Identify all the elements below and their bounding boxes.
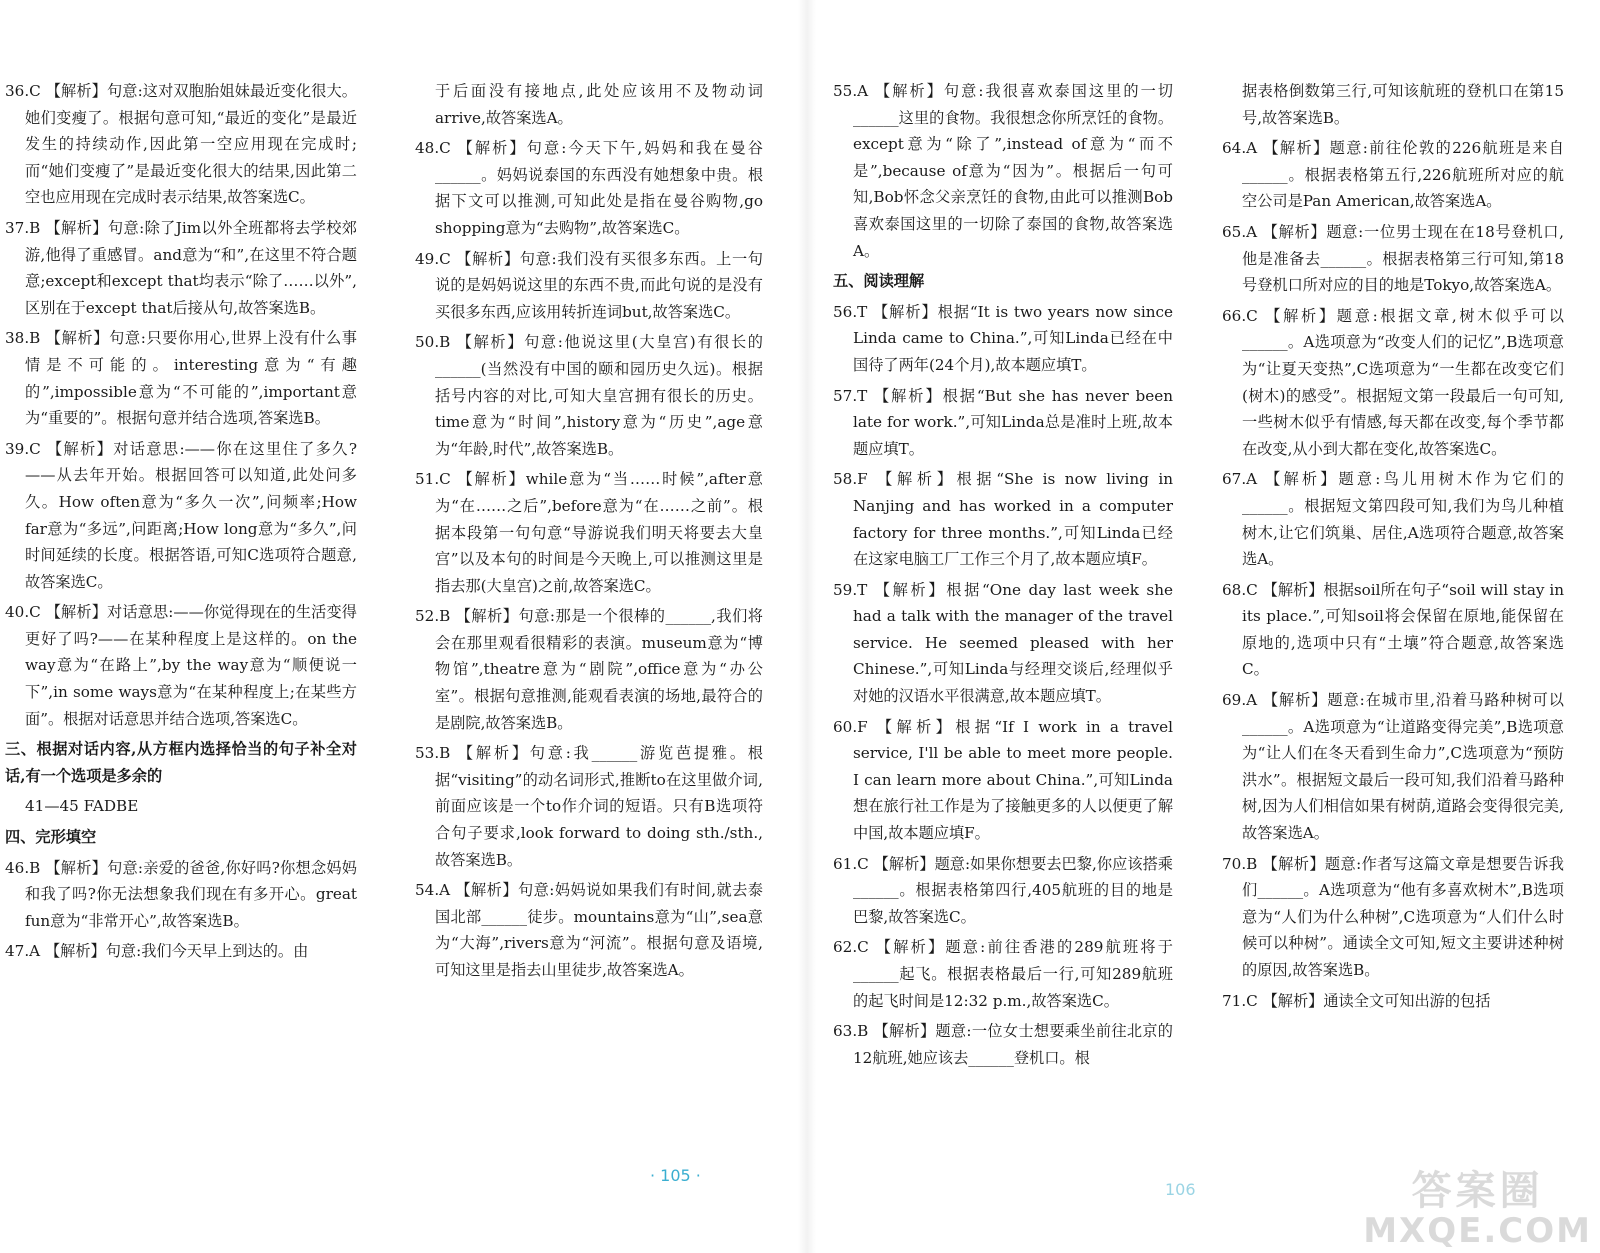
answer-item: 54.A 【解析】句意:妈妈说如果我们有时间,就去泰国北部______徒步。mountains意为“山”,sea意为“大海”,rivers意为“河流”。根据句意及语境,可知这里是指去山里徒步,故答案选A。 <box>415 881 763 979</box>
answer-item: 57.T 【解析】根据“But she has never been late for work.”,可知Linda总是准时上班,故本题应填T。 <box>833 386 1173 458</box>
answer-item: 52.B 【解析】句意:那是一个很棒的______,我们将会在那里观看很精彩的表演。museum意为“博物馆”,theatre意为“剧院”,office意为“办公室”。根据句意推测,能观看表演的场地,最符合的是剧院,故答案选B。 <box>415 607 763 732</box>
column-4 <box>1222 78 1564 1018</box>
answer-item: 58.F 【解析】根据“She is now living in Nanjing and has worked in a computer factory for three months.”,可知Linda已经在这家电脑工厂工作三个月了,故本题应填F。 <box>833 470 1173 569</box>
answer-continuation: 于后面没有接地点,此处应该用不及物动词arrive,故答案选A。 <box>435 82 763 127</box>
col3a-items <box>833 78 1173 264</box>
answer-item: 53.B 【解析】句意:我______游览芭提雅。根据“visiting”的动名词形式,推断to在这里做介词,前面应该是一个to作介词的短语。只有B选项符合句子要求,look forward to doing sth./sth.,故答案选B。 <box>415 744 763 869</box>
section-4-heading: 四、完形填空 <box>5 828 97 847</box>
answer-item: 48.C 【解析】句意:今天下午,妈妈和我在曼谷______。妈妈说泰国的东西没有她想象中贵。根据下文可以推测,可知此处是指在曼谷购物,go shopping意为“去购物”,故答案选C。 <box>415 139 763 237</box>
answer-item: 50.B 【解析】句意:他说这里(大皇宫)有很长的______(当然没有中国的颐和园历史久远)。根据括号内容的对比,可知大皇宫拥有很长的历史。time意为“时间”,history意为“历史”,age意为“年龄,时代”,故答案选B。 <box>415 333 763 458</box>
answer-item: 64.A 【解析】题意:前往伦敦的226航班是来自______。根据表格第五行,226航班所对应的航空公司是Pan American,故答案选A。 <box>1222 139 1564 211</box>
answer-item: 46.B 【解析】句意:亲爱的爸爸,你好吗?你想念妈妈和我了吗?你无法想象我们现在有多开心。great fun意为“非常开心”,故答案选B。 <box>5 858 357 930</box>
answer-item: 65.A 【解析】题意:一位男士现在在18号登机口,他是准备去______。根据表格第三行可知,第18号登机口所对应的目的地是Tokyo,故答案选A。 <box>1222 222 1564 295</box>
watermark-line2: MXQE.COM <box>1363 1211 1592 1251</box>
answer-item: 59.T 【解析】根据“One day last week she had a talk with the manager of the travel service. He seemed pleased with her Chinese.”,可知Linda与经理交谈后,经理似乎对她的汉语水平很满意,故本题应填T。 <box>833 580 1173 706</box>
answer-item: 51.C 【解析】while意为“当……时候”,after意为“在……之后”,before意为“在……之前”。根据本段第一句句意“导游说我们明天将要去大皇宫”以及本句的时间是今天晚上,可以推测这里是指去那(大皇宫)之前,故答案选C。 <box>415 470 763 595</box>
col1-items <box>5 78 357 732</box>
col3b-items <box>833 299 1173 1072</box>
answer-item: 37.B 【解析】句意:除了Jim以外全班都将去学校郊游,他得了重感冒。and意为“和”,在这里不符合题意;except和except that均表示“除了……以外”,区别在于except that后接从句,故答案选B。 <box>5 218 357 317</box>
answer-item: 69.A 【解析】题意:在城市里,沿着马路种树可以______。A选项意为“让道路变得完美”,B选项意为“让人们在冬天看到生命力”,C选项意为“预防洪水”。根据短文最后一段可知,我们沿着马路种树,因为人们相信如果有树荫,道路会变得很完美,故答案选A。 <box>1222 691 1564 843</box>
page-gutter <box>798 0 816 1253</box>
answer-item: 62.C 【解析】题意:前往香港的289航班将于______起飞。根据表格最后一行,可知289航班的起飞时间是12:32 p.m.,故答案选C。 <box>833 938 1173 1010</box>
answer-item: 39.C 【解析】对话意思:——你在这里住了多久?——从去年开始。根据回答可以知道,此处问多久。How often意为“多久一次”,问频率;How far意为“多远”,问距离;How long意为“多久”,问时间延续的长度。根据答语,可知C选项符合题意,故答案选C。 <box>5 439 357 591</box>
answer-item: 36.C 【解析】句意:这对双胞胎姐妹最近变化很大。她们变瘦了。根据句意可知,“最近的变化”是最近发生的持续动作,因此第一空应用现在完成时;而“她们变瘦了”是最近变化很大的结果,因此第二空也应用现在完成时表示结果,故答案选C。 <box>5 82 357 207</box>
column-1 <box>5 78 357 969</box>
answer-item: 61.C 【解析】题意:如果你想要去巴黎,你应该搭乘______。根据表格第四行,405航班的目的地是巴黎,故答案选C。 <box>833 854 1173 926</box>
answer-item: 63.B 【解析】题意:一位女士想要乘坐前往北京的12航班,她应该去______登机口。根 <box>833 1022 1173 1067</box>
page-number-left: · 105 · <box>650 1166 701 1185</box>
col1b-items <box>5 855 357 965</box>
answer-item: 49.C 【解析】句意:我们没有买很多东西。上一句说的是妈妈说这里的东西不贵,而此句说的是没有买很多东西,应该用转折连词but,故答案选C。 <box>415 249 763 321</box>
col2-items <box>415 78 763 984</box>
answer-item: 38.B 【解析】句意:只要你用心,世界上没有什么事情是不可能的。interesting意为“有趣的”,impossible意为“不可能的”,important意为“重要的”。根据句意并结合选项,答案选B。 <box>5 329 357 428</box>
section-3-heading: 三、根据对话内容,从方框内选择恰当的句子补全对话,有一个选项是多余的 <box>5 740 357 785</box>
answer-item: 70.B 【解析】题意:作者写这篇文章是想要告诉我们______。A选项意为“他有多喜欢树木”,B选项意为“人们为什么种树”,C选项意为“人们什么时候可以种树”。通读全文可知,短文主要讲述种树的原因,故答案选B。 <box>1222 854 1564 979</box>
answer-item: 71.C 【解析】通读全文可知出游的包括 <box>1222 991 1491 1010</box>
col4-items <box>1222 78 1564 1014</box>
answer-item: 55.A 【解析】句意:我很喜欢泰国这里的一切______这里的食物。我很想念你所烹饪的食物。except意为“除了”,instead of意为“而不是”,because of意为“因为”。根据后一句可知,Bob怀念父亲烹饪的食物,由此可以推测Bob喜欢泰国这里的一切除了泰国的食物,故答案选A。 <box>833 82 1173 260</box>
answer-item: 47.A 【解析】句意:我们今天早上到达的。由 <box>5 942 309 961</box>
answer-item: 40.C 【解析】对话意思:——你觉得现在的生活变得更好了吗?——在某种程度上是这样的。on the way意为“在路上”,by the way意为“顺便说一下”,in some ways意为“在某种程度上;在某些方面”。根据对话意思并结合选项,答案选C。 <box>5 603 357 728</box>
section-5-heading: 五、阅读理解 <box>833 272 925 291</box>
page-number-right: 106 <box>1165 1180 1196 1199</box>
answer-item: 60.F 【解析】根据“If I work in a travel service, I'll be able to meet more people. I can learn more about China.”,可知Linda想在旅行社工作是为了接触更多的人以便更了解中国,故本题应填F。 <box>833 717 1173 843</box>
answer-item: 66.C 【解析】题意:根据文章,树木似乎可以______。A选项意为“改变人们的记忆”,B选项意为“让夏天变热”,C选项意为“一生都在改变它们(树木)的感受”。根据短文第一段最后一句可知,一些树木似乎有情感,每天都在改变,每个季节都在改变,从小到大都在变化,故答案选C。 <box>1222 306 1564 458</box>
answer-41-45: 41—45 FADBE <box>25 797 139 816</box>
answer-item: 67.A 【解析】题意:鸟儿用树木作为它们的______。根据短文第四段可知,我们为鸟儿种植树木,让它们筑巢、居住,A选项符合题意,故答案选A。 <box>1222 470 1564 569</box>
answer-item: 56.T 【解析】根据“It is two years now since Linda came to China.”,可知Linda已经在中国待了两年(24个月),故本题应填T。 <box>833 302 1173 374</box>
column-2 <box>415 78 763 988</box>
column-3 <box>833 78 1173 1075</box>
watermark-line1: 答案圈 <box>1411 1168 1544 1214</box>
answer-item: 68.C 【解析】根据soil所在句子“soil will stay in its place.”,可知soil将会保留在原地,能保留在原地的,选项中只有“土壤”符合题意,故答案选C。 <box>1222 580 1564 679</box>
watermark-logo <box>1363 1169 1592 1249</box>
answer-continuation: 据表格倒数第三行,可知该航班的登机口在第15号,故答案选B。 <box>1242 82 1564 127</box>
